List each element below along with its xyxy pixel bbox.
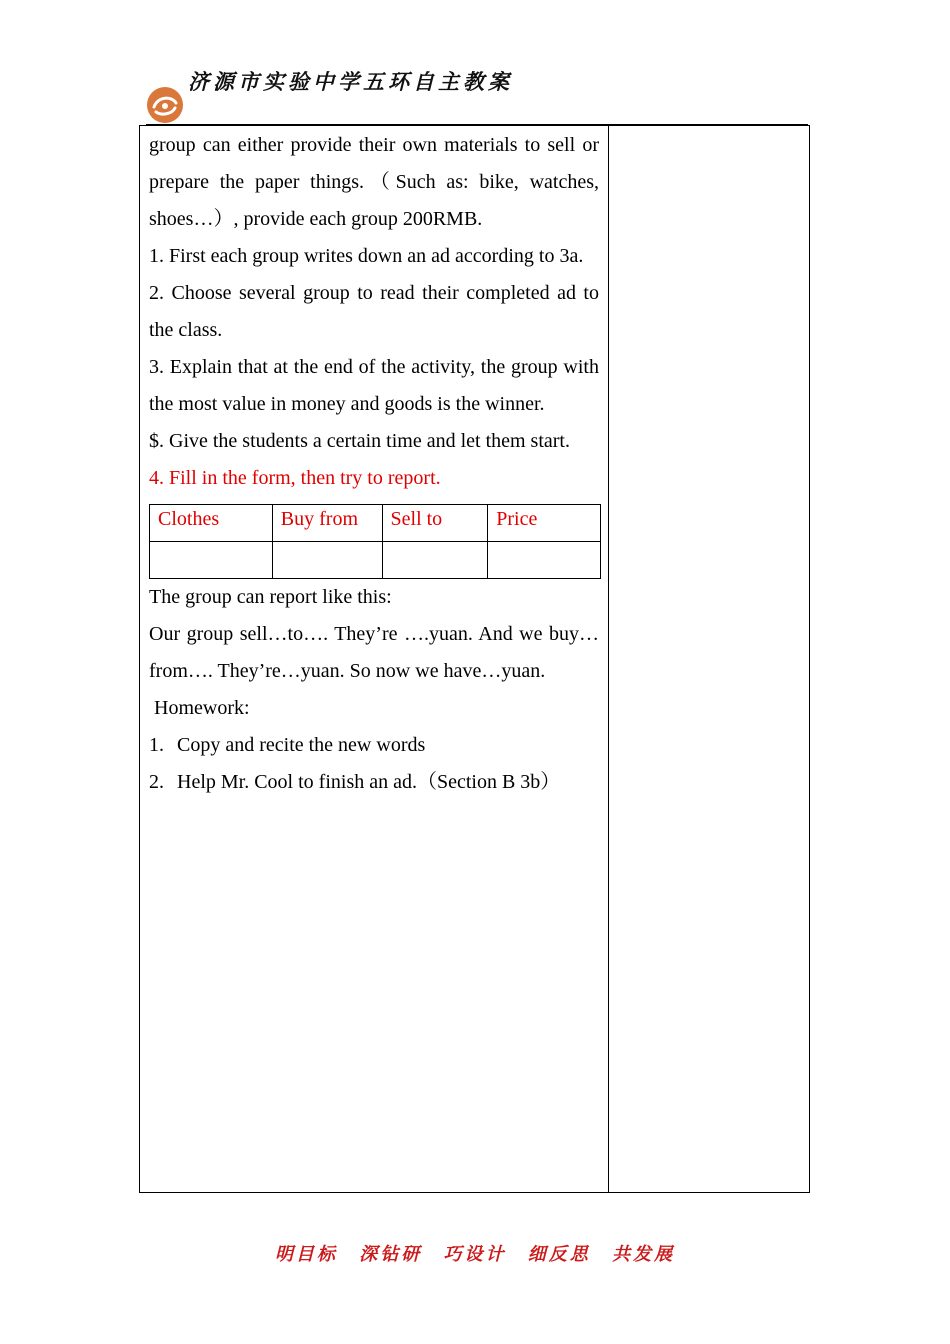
form-header-sell-to: Sell to: [382, 505, 488, 542]
lesson-content: [149, 127, 599, 801]
page-header: [146, 62, 810, 126]
homework-item-number: 2.: [149, 771, 164, 793]
footer-slogan: 细反思: [527, 1244, 591, 1265]
form-header-price: Price: [488, 505, 601, 542]
column-divider: [608, 126, 609, 1192]
page-footer: [0, 1240, 950, 1266]
footer-slogan: 共发展: [612, 1244, 676, 1265]
homework-item-text: Help Mr. Cool to finish an ad.（Section B 3b）: [177, 771, 561, 793]
homework-item: [149, 727, 599, 764]
homework-label: Homework:: [149, 697, 250, 719]
step-4: $. Give the students a certain time and let them start.: [149, 430, 570, 452]
homework-item: [149, 764, 599, 801]
step-3: 3. Explain that at the end of the activity, the group with the most value in money and goods is the winner.: [149, 356, 599, 415]
intro-paragraph: group can either provide their own materials to sell or prepare the paper things.（Such as: bike, watches, shoes…）, provide each group 200RMB.: [149, 134, 599, 230]
form-header-buy-from: Buy from: [272, 505, 382, 542]
report-form-table: [149, 504, 601, 579]
step-1: 1. First each group writes down an ad according to 3a.: [149, 245, 584, 267]
form-blank-row: [150, 542, 601, 579]
form-header-clothes: Clothes: [150, 505, 273, 542]
homework-item-text: Copy and recite the new words: [177, 734, 426, 756]
form-cell-sell-to[interactable]: [382, 542, 488, 579]
form-cell-buy-from[interactable]: [272, 542, 382, 579]
report-example: Our group sell…to…. They’re ….yuan. And we buy…from…. They’re…yuan. So now we have…yuan.: [149, 623, 599, 682]
footer-slogan: 巧设计: [443, 1244, 507, 1265]
step-2: 2. Choose several group to read their completed ad to the class.: [149, 282, 599, 341]
form-cell-clothes[interactable]: [150, 542, 273, 579]
task-heading: 4. Fill in the form, then try to report.: [149, 467, 441, 489]
school-logo-icon: [146, 86, 184, 124]
footer-slogan: 深钻研: [359, 1244, 423, 1265]
report-intro: The group can report like this:: [149, 586, 392, 608]
form-cell-price[interactable]: [488, 542, 601, 579]
form-header-row: [150, 505, 601, 542]
homework-item-number: 1.: [149, 734, 164, 756]
header-title: 济源市实验中学五环自主教案: [188, 70, 513, 94]
footer-slogan: 明目标: [274, 1244, 338, 1265]
lesson-table: [139, 125, 810, 1193]
